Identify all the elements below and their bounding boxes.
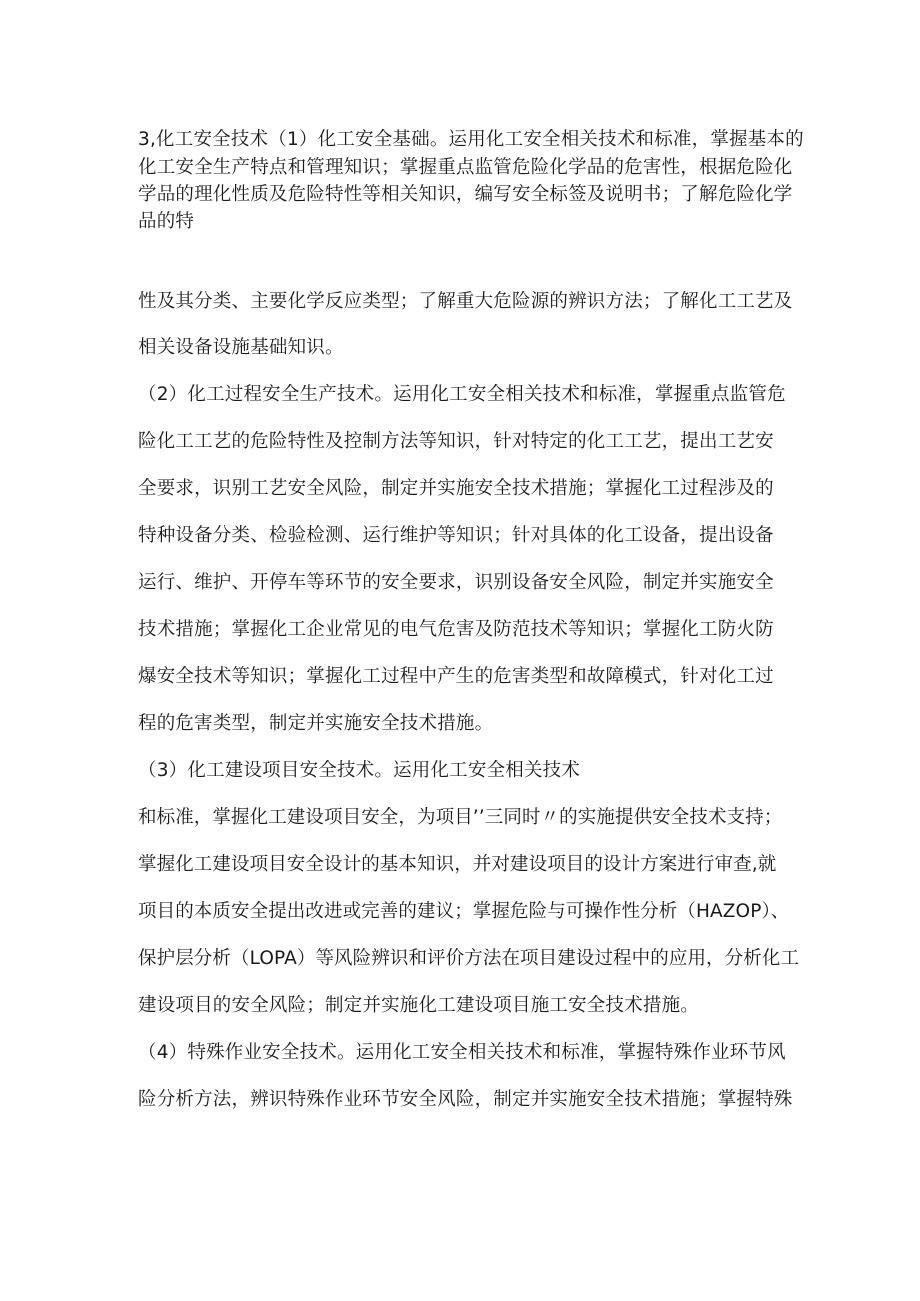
text-line: 3,化工安全技术（1）化工安全基础。运用化工安全相关技术和标准，掌握基本的 [138,129,804,150]
text-line: 运行、维护、开停车等环节的安全要求，识别设备安全风险，制定并实施安全 [138,572,774,593]
text-line: 程的危害类型，制定并实施安全技术措施。 [138,713,494,734]
text-line: （3）化工建设项目安全技术。运用化工安全相关技术 [138,760,581,781]
text-line: 和标准，掌握化工建设项目安全，为项目’’三同时〃的实施提供安全技术支持； [138,807,783,828]
text-line: 项目的本质安全提出改进或完善的建议；掌握危险与可操作性分析（HAZOP）、 [138,901,790,922]
text-line: 险分析方法，辨识特殊作业环节安全风险，制定并实施安全技术措施；掌握特殊 [138,1089,793,1110]
text-line: （2）化工过程安全生产技术。运用化工安全相关技术和标准，掌握重点监管危 [138,384,786,405]
text-line: 技术措施；掌握化工企业常见的电气危害及防范技术等知识；掌握化工防火防 [138,619,774,640]
text-line: 性及其分类、主要化学反应类型；了解重大危险源的辨识方法；了解化工工艺及 [138,291,793,312]
text-line: 险化工工艺的危险特性及控制方法等知识，针对特定的化工工艺，提出工艺安 [138,431,774,452]
text-line: 爆安全技术等知识；掌握化工过程中产生的危害类型和故障模式，针对化工过 [138,666,774,687]
text-line: 化工安全生产特点和管理知识；掌握重点监管危险化学品的危害性，根据危险化 [138,157,793,178]
text-line: 全要求，识别工艺安全风险，制定并实施安全技术措施；掌握化工过程涉及的 [138,478,774,499]
text-line: （4）特殊作业安全技术。运用化工安全相关技术和标准，掌握特殊作业环节风 [138,1042,786,1063]
text-line: 保护层分析（LOPA）等风险辨识和评价方法在项目建设过程中的应用，分析化工 [138,948,800,969]
text-line: 相关设备设施基础知识。 [138,337,344,358]
text-line: 掌握化工建设项目安全设计的基本知识，并对建设项目的设计方案进行审查,就 [138,854,777,875]
text-line: 建设项目的安全风险；制定并实施化工建设项目施工安全技术措施。 [138,995,700,1016]
text-line: 学品的理化性质及危险特性等相关知识，编写安全标签及说明书；了解危险化学 [138,184,793,205]
text-line: 特种设备分类、检验检测、运行维护等知识；针对具体的化工设备，提出设备 [138,525,774,546]
text-line: 品的特 [138,211,195,232]
